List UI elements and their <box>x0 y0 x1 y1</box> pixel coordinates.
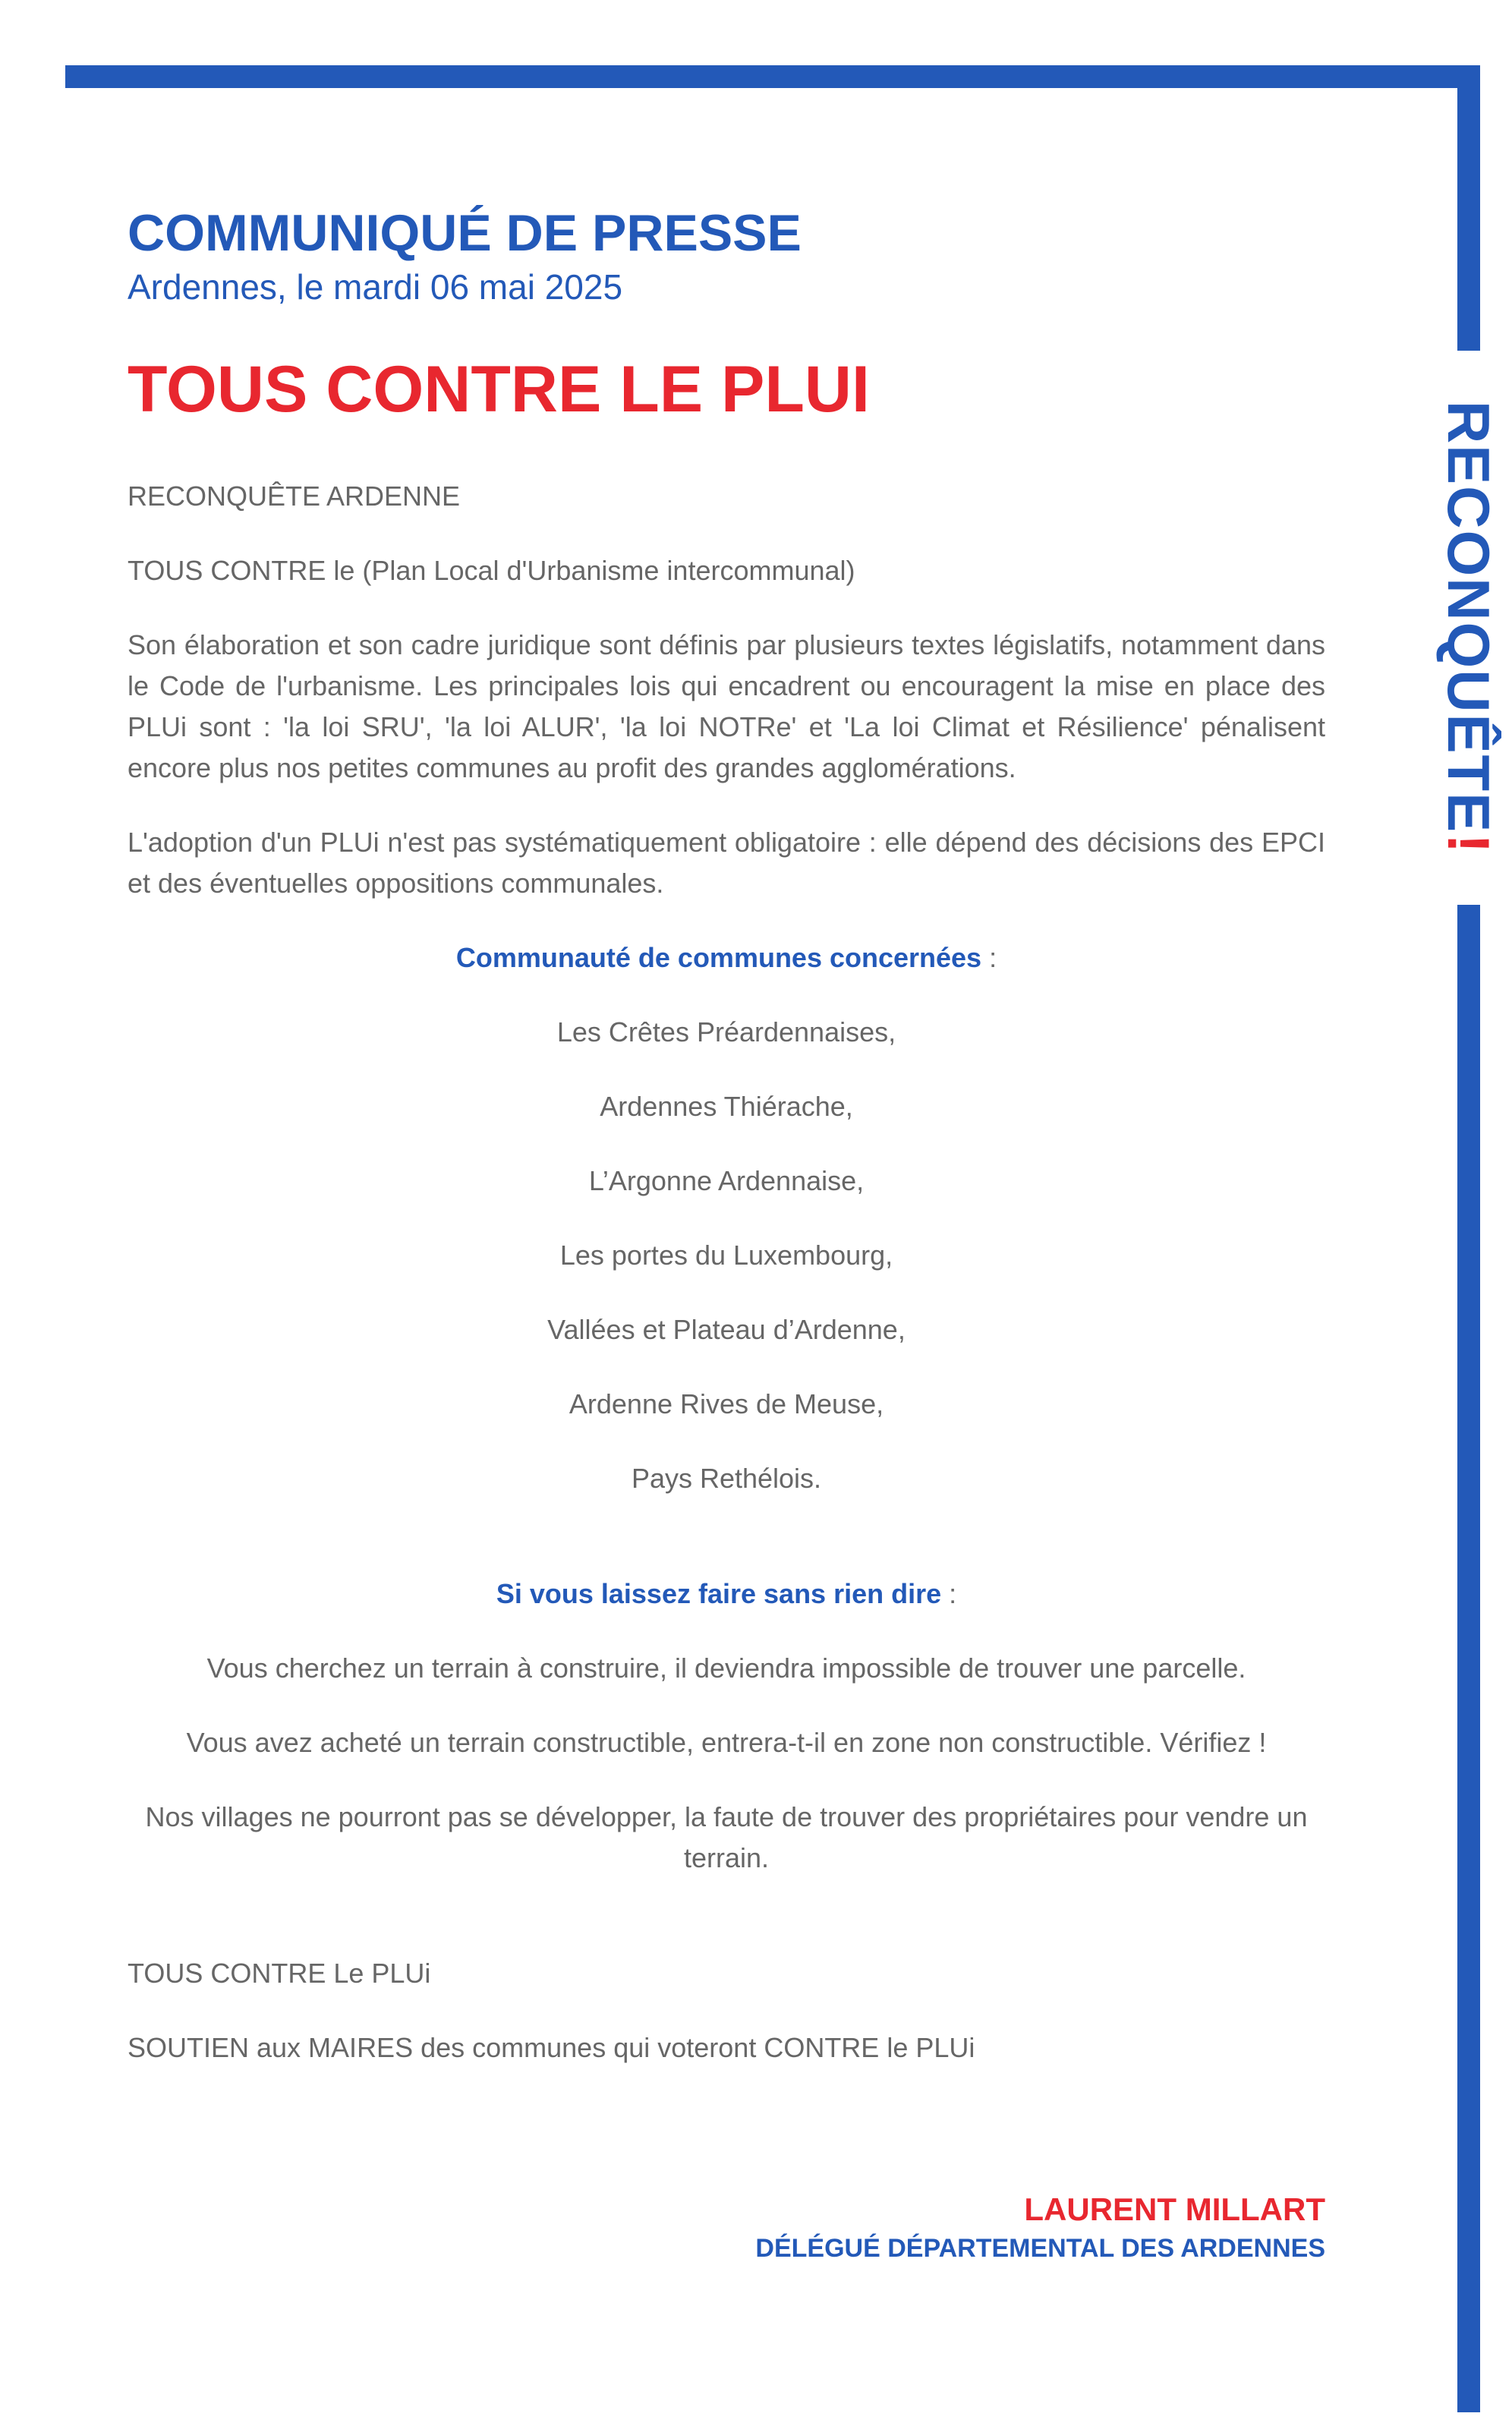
community-item: Pays Rethélois. <box>631 1462 822 1494</box>
brand-logo-vertical <box>1435 400 1502 855</box>
signature-name: LAURENT MILLART <box>1024 2191 1325 2227</box>
community-item: Ardenne Rives de Meuse, <box>569 1388 884 1419</box>
communities-heading <box>128 937 1325 978</box>
press-release-title: COMMUNIQUÉ DE PRESSE <box>128 204 802 262</box>
communities-heading-label: Communauté de communes concernées <box>455 941 982 973</box>
dateline: Ardennes, le mardi 06 mai 2025 <box>128 266 623 307</box>
frame-right-bar-lower <box>1457 905 1480 2412</box>
spacer <box>128 1533 1325 1574</box>
warning-item: Nos villages ne pourront pas se développer, la faute de trouver des propriétaires pour vendre un terrain. <box>145 1800 1308 1873</box>
frame-top-bar <box>65 65 1480 88</box>
paragraph-organization: RECONQUÊTE ARDENNE <box>128 480 461 512</box>
community-item: Ardennes Thiérache, <box>600 1090 853 1122</box>
warning-item: Vous avez acheté un terrain constructible, entrera-t-il en zone non constructible. Vérifiez ! <box>186 1726 1267 1758</box>
headline: TOUS CONTRE LE PLUI <box>128 352 870 426</box>
signature-role: DÉLÉGUÉ DÉPARTEMENTAL DES ARDENNES <box>755 2234 1325 2264</box>
warning-heading-suffix: : <box>941 1577 957 1609</box>
signature-block <box>755 2191 1325 2266</box>
warning-heading <box>128 1574 1325 1615</box>
paragraph-legal-context: Son élaboration et son cadre juridique sont définis par plusieurs textes législatifs, notamment dans le Code de l'urbanisme. Les principales lois qui encadrent ou encouragent la mise en place des PLUi sont : 'la loi SRU', 'la loi ALUR', 'la loi NOTRe' et 'La loi Climat et Résilience' pénalisent encore plus nos petites communes au profit des grandes agglomérations. <box>128 629 1325 783</box>
warning-heading-label: Si vous laissez faire sans rien dire <box>496 1577 942 1609</box>
community-item: Les portes du Luxembourg, <box>559 1239 893 1271</box>
community-item: Vallées et Plateau d’Ardenne, <box>547 1313 906 1345</box>
paragraph-intro: TOUS CONTRE le (Plan Local d'Urbanisme intercommunal) <box>128 554 855 586</box>
warning-item: Vous cherchez un terrain à construire, il deviendra impossible de trouver une parcelle. <box>206 1652 1246 1684</box>
spacer <box>128 1912 1325 1953</box>
frame-right-bar-upper <box>1457 65 1480 351</box>
community-item: Les Crêtes Préardennaises, <box>556 1016 896 1048</box>
brand-logo-mark: ! <box>1435 833 1502 855</box>
community-item: L’Argonne Ardennaise, <box>588 1164 865 1196</box>
closing-line: TOUS CONTRE Le PLUi <box>128 1957 431 1989</box>
press-release-content <box>128 205 1325 2102</box>
closing-support-line: SOUTIEN aux MAIRES des communes qui voteront CONTRE le PLUi <box>128 2031 975 2063</box>
paragraph-adoption: L'adoption d'un PLUi n'est pas systématiquement obligatoire : elle dépend des décisions des EPCI et des éventuelles oppositions communales. <box>128 826 1325 899</box>
brand-logo-text: RECONQUÊTE <box>1435 400 1502 834</box>
communities-heading-suffix: : <box>981 941 997 973</box>
